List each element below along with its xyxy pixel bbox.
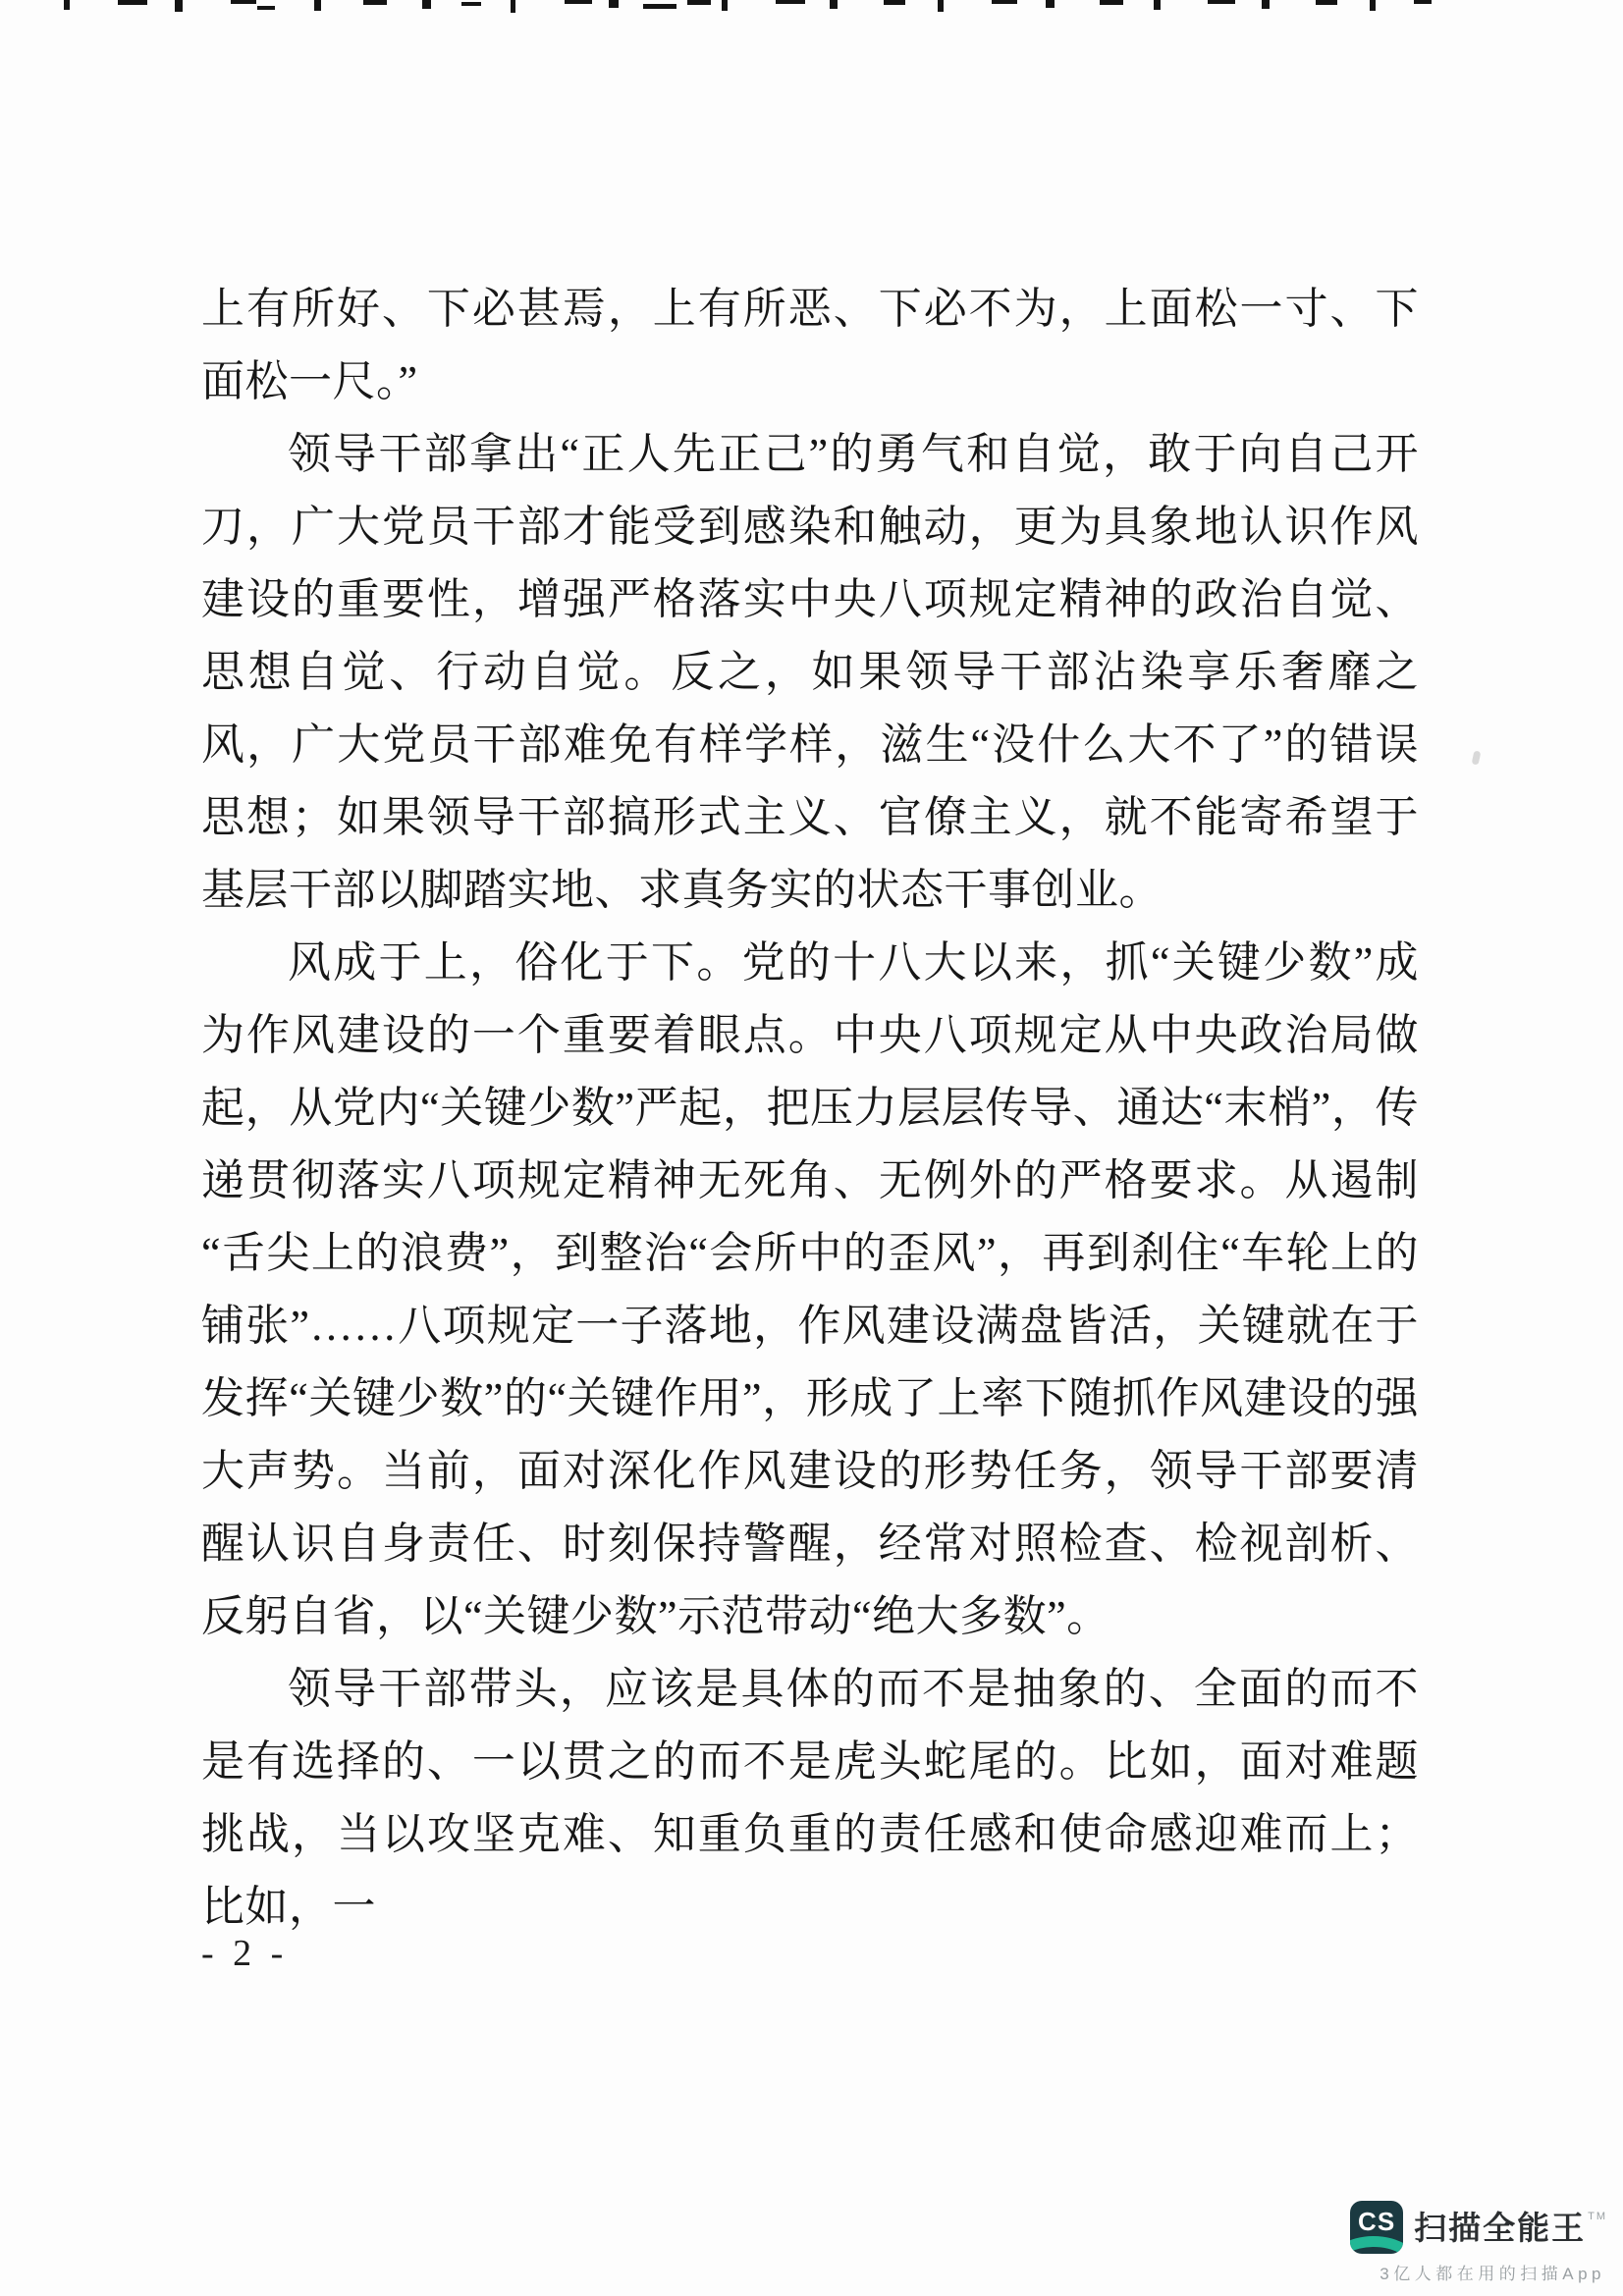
page-number: - 2 -: [201, 1933, 289, 1974]
body-paragraph: 领导干部带头，应该是具体的而不是抽象的、全面的而不是有选择的、一以贯之的而不是虎头蛇尾的。比如，面对难题挑战，当以攻坚克难、知重负重的责任感和使命感迎难而上；比如，一: [201, 1665, 1419, 1931]
cs-logo-swoosh-icon: [1350, 2236, 1403, 2254]
camscanner-tagline: 3亿人都在用的扫描App: [1380, 2265, 1605, 2283]
body-paragraph: 领导干部拿出“正人先正己”的勇气和自觉，敢于向自己开刀，广大党员干部才能受到感染和触动，更为具象地认识作风建设的重要性，增强严格落实中央八项规定精神的政治自觉、思想自觉、行动自觉。反之，如果领导干部沾染享乐奢靡之风，广大党员干部难免有样学样，滋生“没什么大不了”的错误思想；如果领导干部搞形式主义、官僚主义，就不能寄希望于基层干部以脚踏实地、求真务实的状态干事创业。: [201, 430, 1419, 914]
camscanner-watermark: [1350, 2201, 1607, 2282]
scan-speck-artifact: [1472, 750, 1482, 765]
camscanner-app-name: 扫描全能王 ™: [1414, 2209, 1607, 2246]
body-paragraph: 上有所好、下必甚焉，上有所恶、下必不为，上面松一寸、下面松一尺。”: [201, 285, 1419, 405]
camscanner-app-icon: [1350, 2201, 1403, 2254]
camscanner-logo-lockup: [1350, 2201, 1607, 2254]
document-body: [201, 273, 1419, 1944]
scan-cutoff-artifact: [0, 0, 1623, 18]
cs-logo-letters: CS: [1358, 2207, 1396, 2236]
body-paragraph: 风成于上，俗化于下。党的十八大以来，抓“关键少数”成为作风建设的一个重要着眼点。中央八项规定从中央政治局做起，从党内“关键少数”严起，把压力层层传导、通达“末梢”，传递贯彻落实八项规定精神无死角、无例外的严格要求。从遏制“舌尖上的浪费”，到整治“会所中的歪风”，再到刹住“车轮上的铺张”……八项规定一子落地，作风建设满盘皆活，关键就在于发挥“关键少数”的“关键作用”，形成了上率下随抓作风建设的强大声势。当前，面对深化作风建设的形势任务，领导干部要清醒认识自身责任、时刻保持警醒，经常对照检查、检视剖析、反躬自省，以“关键少数”示范带动“绝大多数”。: [201, 938, 1419, 1640]
trademark-symbol: TM: [1588, 2210, 1607, 2222]
